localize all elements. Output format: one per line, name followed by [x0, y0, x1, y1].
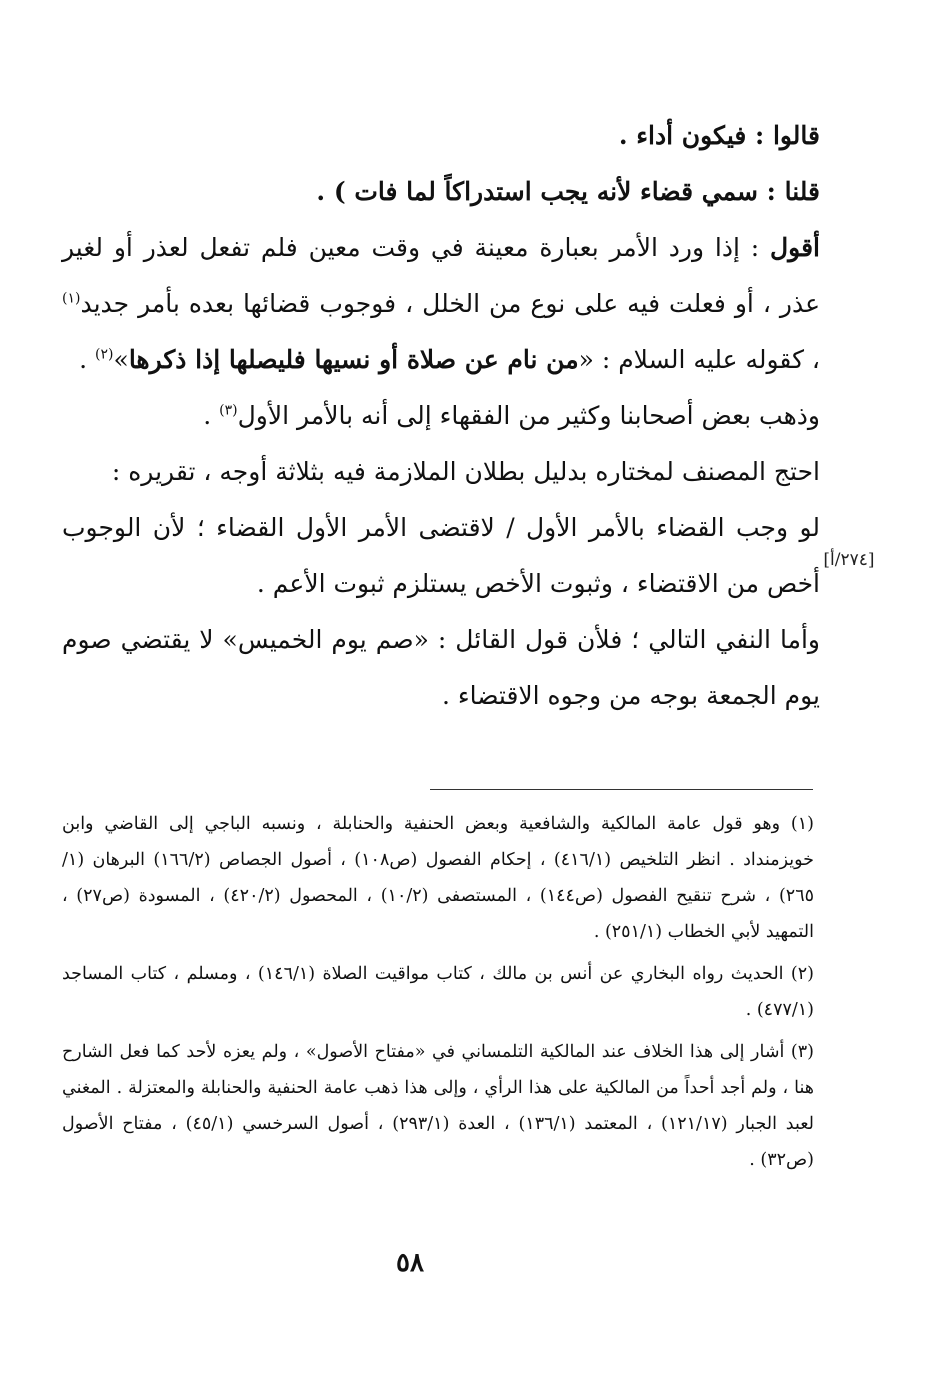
paragraph-1	[62, 220, 820, 388]
quote-close: »	[113, 345, 129, 374]
footnote-ref-3: (٣)	[219, 402, 238, 419]
paragraph-1-text-2: ، كقوله عليه السلام : «	[578, 345, 820, 374]
page-number: ٥٨	[396, 1248, 424, 1278]
paragraph-1-lead: أقول	[770, 233, 820, 262]
footnote-divider	[430, 789, 813, 790]
main-text	[62, 108, 820, 724]
main-line-2: قلنا : سمي قضاء لأنه يجب استدراكاً لما فات ) .	[316, 177, 820, 206]
footnote-1: (١) وهو قول عامة المالكية والشافعية وبعض الحنفية والحنابلة ، ونسبه الباجي إلى القاضي وابن خويزمنداد . انظر التلخيص (٤١٦/١) ، إحكام الفصول (ص١٠٨) ، أصول الجصاص (١٦٦/٢) البرهان (١/ ٢٦٥) ، شرح تنقيح الفصول (ص١٤٤) ، المستصفى (١٠/٢) ، المحصول (٤٢٠/٢) ، المسودة (ص٢٧) ، التمهيد لأبي الخطاب (٢٥١/١) .	[62, 814, 815, 942]
paragraph-2-end: .	[203, 401, 220, 430]
paragraph-2-text: وذهب بعض أصحابنا وكثير من الفقهاء إلى أنه بالأمر الأول	[237, 401, 820, 430]
footnote-2: (٢) الحديث رواه البخاري عن أنس بن مالك ، كتاب مواقيت الصلاة (١٤٦/١) ، ومسلم ، كتاب المساجد (٤٧٧/١) .	[62, 964, 814, 1020]
paragraph-1-end: .	[79, 345, 96, 374]
footnotes	[62, 806, 814, 1184]
paragraph-5: وأما النفي التالي ؛ فلأن قول القائل : «صم يوم الخميس» لا يقتضي صوم يوم الجمعة بوجه من وجوه الاقتضاء .	[62, 625, 820, 710]
footnote-ref-2: (٢)	[95, 346, 114, 363]
hadith-quote: من نام عن صلاة أو نسيها فليصلها إذا ذكرها	[128, 345, 579, 374]
paragraph-4: لو وجب القضاء بالأمر الأول / لاقتضى الأمر الأول القضاء ؛ لأن الوجوب أخص من الاقتضاء ، وثبوت الأخص يستلزم ثبوت الأعم .	[62, 513, 820, 598]
footnote-ref-1: (١)	[62, 290, 81, 307]
manuscript-folio-reference: [٢٧٤/أ]	[823, 550, 875, 570]
paragraph-1-text: : إذا ورد الأمر بعبارة معينة في وقت معين فلم تفعل لعذر أو لغير عذر ، أو فعلت فيه على نوع من الخلل ، فوجوب قضائها بعده بأمر جديد	[62, 233, 820, 318]
paragraph-2	[62, 388, 820, 444]
main-line-1: قالوا : فيكون أداء .	[618, 121, 820, 150]
footnote-3: (٣) أشار إلى هذا الخلاف عند المالكية التلمساني في «مفتاح الأصول» ، ولم يعزه لأحد كما فعل الشارح هنا ، ولم أجد أحداً من المالكية على هذا الرأي ، وإلى هذا ذهب عامة الحنفية والحنابلة والمعتزلة . المغني لعبد الجبار (١٢١/١٧) ، المعتمد (١٣٦/١) ، العدة (٢٩٣/١) ، أصول السرخسي (٤٥/١) ، مفتاح الأصول (ص٣٢) .	[62, 1042, 814, 1170]
paragraph-3: احتج المصنف لمختاره بدليل بطلان الملازمة فيه بثلاثة أوجه ، تقريره :	[111, 457, 820, 486]
